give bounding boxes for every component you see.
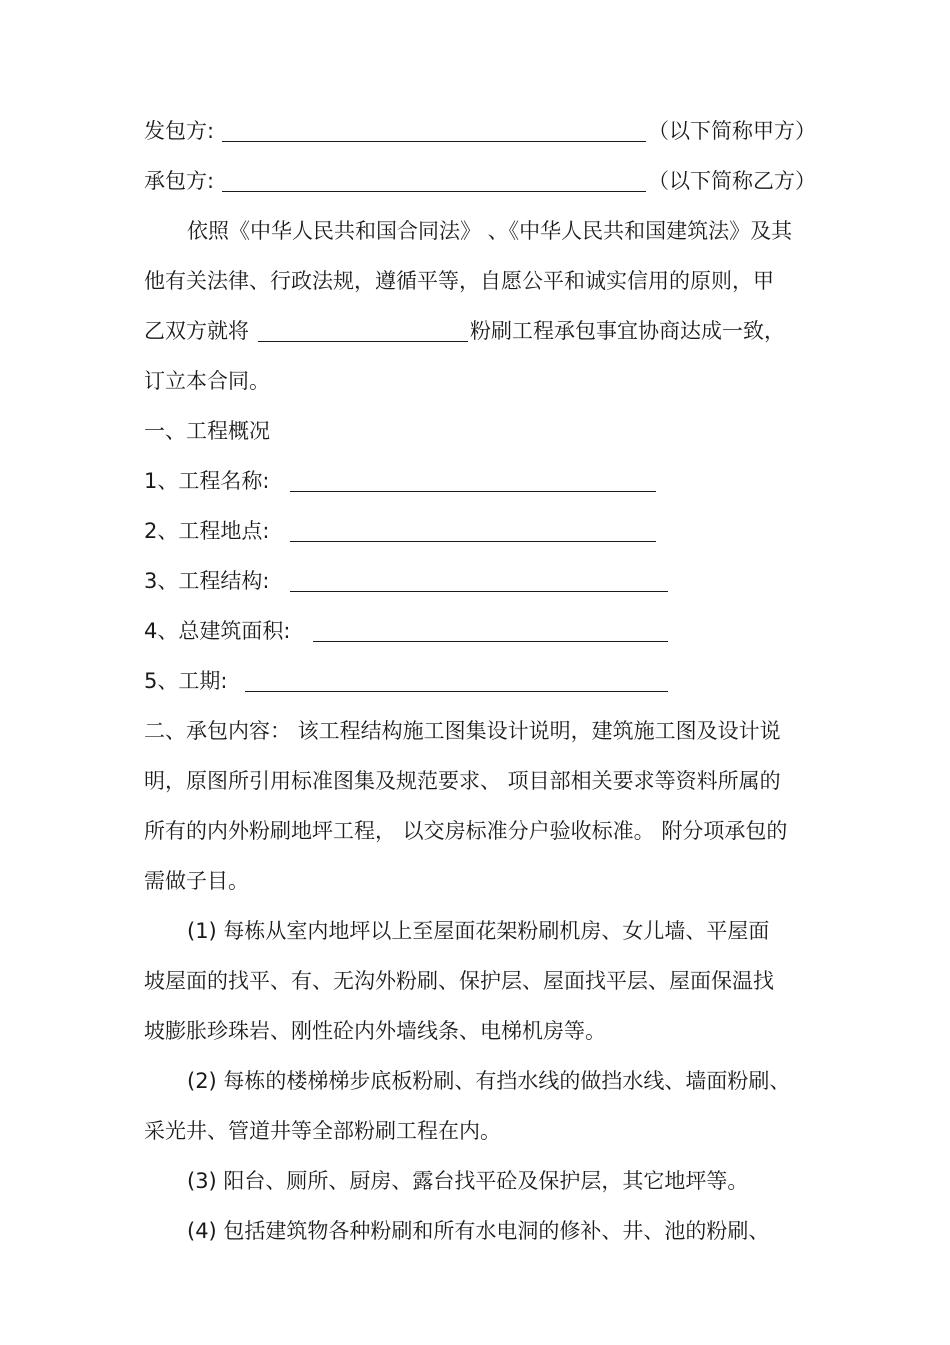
item-3-line-1: (3) 阳台、厕所、厨房、露台找平砼及保护层，其它地坪等。 <box>187 1169 749 1193</box>
section-2-line-4: 需做子目。 <box>144 869 249 893</box>
intro-line-1: 依照《中华人民共和国合同法》 、《中华人民共和国建筑法》及其 <box>187 219 793 243</box>
item-1-line-3: 坡膨胀珍珠岩、刚性砼内外墙线条、电梯机房等。 <box>144 1019 606 1043</box>
total-area-field[interactable] <box>313 641 668 642</box>
item-4-line-1: (4) 包括建筑物各种粉刷和所有水电洞的修补、井、池的粉刷、 <box>187 1219 770 1243</box>
party-b-label: 承包方: <box>144 169 215 193</box>
project-name-blank[interactable] <box>258 341 468 342</box>
item-duration: 5、工期: <box>144 669 228 693</box>
item-1-line-1: (1) 每栋从室内地坪以上至屋面花架粉刷机房、女儿墙、平屋面 <box>187 919 770 943</box>
item-project-name: 1、工程名称: <box>144 469 270 493</box>
project-location-field[interactable] <box>290 541 656 542</box>
duration-field[interactable] <box>245 691 668 692</box>
section-2-line-3: 所有的内外粉刷地坪工程， 以交房标准分户验收标准。 附分项承包的 <box>144 819 788 843</box>
item-project-location: 2、工程地点: <box>144 519 270 543</box>
intro-line-4: 订立本合同。 <box>144 369 270 393</box>
item-2-line-1: (2) 每栋的楼梯梯步底板粉刷、有挡水线的做挡水线、墙面粉刷、 <box>187 1069 791 1093</box>
section-2-line-2: 明，原图所引用标准图集及规范要求、 项目部相关要求等资料所属的 <box>144 769 781 793</box>
item-project-structure: 3、工程结构: <box>144 569 270 593</box>
party-a-label: 发包方: <box>144 119 215 143</box>
party-a-blank[interactable] <box>222 141 646 142</box>
intro-line-3-post: 粉刷工程承包事宜协商达成一致， <box>470 319 785 343</box>
intro-line-2: 他有关法律、行政法规，遵循平等，自愿公平和诚实信用的原则，甲 <box>144 269 774 293</box>
project-structure-field[interactable] <box>290 591 668 592</box>
section-2-line-1: 二、承包内容： 该工程结构施工图集设计说明，建筑施工图及设计说 <box>144 719 781 743</box>
intro-line-3-pre: 乙双方就将 <box>144 319 249 343</box>
item-1-line-2: 坡屋面的找平、有、无沟外粉刷、保护层、屋面找平层、屋面保温找 <box>144 969 774 993</box>
party-b-suffix: （以下简称乙方） <box>648 169 816 193</box>
project-name-field[interactable] <box>290 491 656 492</box>
party-a-suffix: （以下简称甲方） <box>648 119 816 143</box>
item-2-line-2: 采光井、管道井等全部粉刷工程在内。 <box>144 1119 501 1143</box>
party-b-blank[interactable] <box>222 191 646 192</box>
section-1-heading: 一、工程概况 <box>144 419 270 443</box>
item-total-area: 4、总建筑面积: <box>144 619 291 643</box>
